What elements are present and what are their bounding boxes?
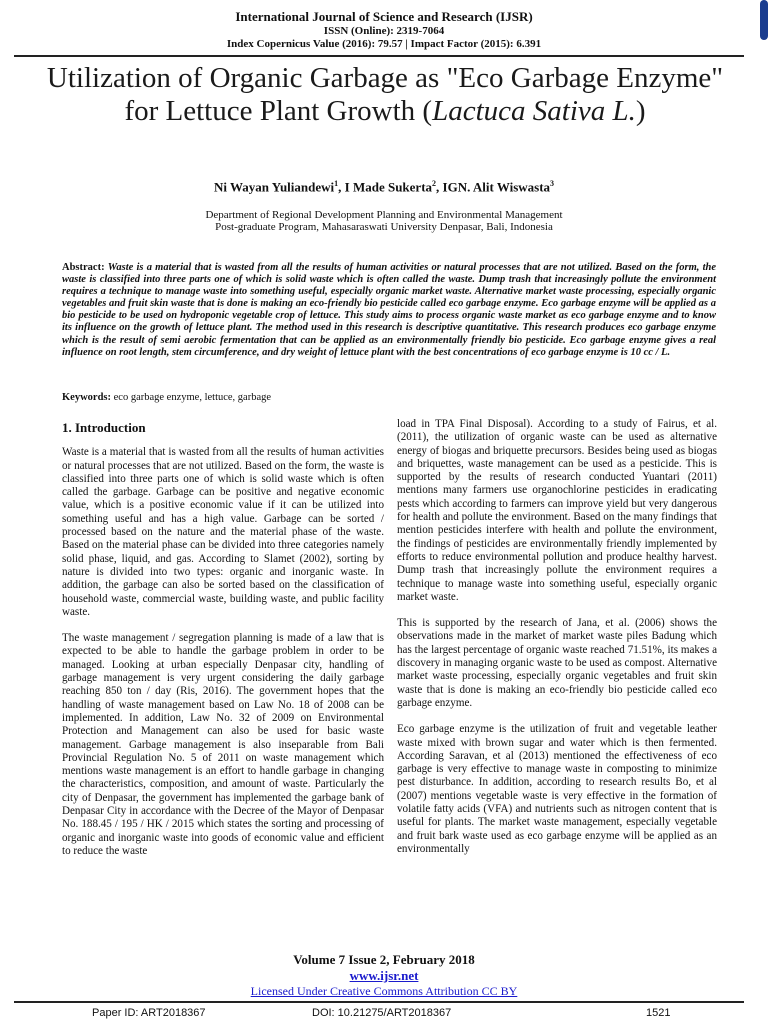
author-sep: , [338,179,345,195]
paragraph: This is supported by the research of Jana, et al. (2006) shows the observations made in the market of market waste piles Badung which has the largest percentage of organic waste reached 71.51%, its makes a discovery in managing organic waste to be used as compost. Alternative market waste processing, especially organic vegetables and fruit skin waste that is done is making an eco-friendly bio pesticide called eco garbage enzyme. [397,617,717,709]
scrollbar[interactable] [758,0,768,1024]
abstract-text: Waste is a material that is wasted from all the results of human activities or natural processes that are not utilized. Based on the form, the waste is classified into three parts one of which is solid waste which is often called the waste. Dump trash that increasingly pollute the environment requires a technique to manage waste into something useful, especially organic market waste. Alternative market waste processing, especially organic vegetables and fruit skin waste that is done is making an eco-friendly bio pesticide called eco garbage enzyme. Eco garbage enzyme will be applied as a bio pesticide to be used on hydroponic vegetable crop of lettuce. This study aims to process organic waste market as eco garbage enzyme and to know its influence on the growth of lettuce plant. The method used in this research is descriptive quantitative. This research produces eco garbage enzyme which is the result of semi aerobic fermentation that can be applied as an environmentally friendly bio pesticide. Eco garbage enzyme gives a real influence on root length, stem circumference, and dry weight of lettuce plant with the best concentrations of eco garbage enzyme is 10 cc / L. [62,262,716,358]
section-heading-introduction: 1. Introduction [62,420,146,435]
paragraph: Eco garbage enzyme is the utilization of fruit and vegetable leather waste mixed with brown sugar and water which is then fermented. According Saravan, et al (2013) mentioned the effectiveness of eco garbage is very effective to manage waste in composting to minimize pest disturbance. In addition, according to research results Bo, et al (2007) mentions vegetable waste is very effective in the formation of volatile fatty acids (VFA) and nutrients such as nitrogen content that is useful for plants. The market waste management, especially vegetable and fruit bark waste used as eco garbage enzyme will be applied as an environmentally [397,723,717,855]
paragraph: load in TPA Final Disposal). According to a study of Fairus, et al. (2011), the utilization of organic waste can be used as alternative energy of biogas and briquette precursors. Besides being used as biogas and briquettes, waste management can be used as a pesticide. This is supported by the results of research conducted Yuantari (2011) mentions many farmers use organochlorine pesticides in eradicating pests which according to farmers can improve yield but very dangerous for health and pollute the environment. Based on the many findings that mention pesticides interfere with health and pollute the environment, the findings of pesticides are environmentally friendly implemented by efforts to reduce environmental pollution and produce healthy harvest. Dump trash that increasingly pollute the environment requires a technique to manage waste into something useful, especially organic market waste. [397,418,717,603]
keywords-label: Keywords: [62,392,111,403]
page-number: 1521 [646,1007,671,1019]
author-list [0,179,768,195]
author-2-sup: 2 [432,179,437,188]
footer-rule [14,1001,744,1003]
column-right [397,418,717,869]
keywords-text: eco garbage enzyme, lettuce, garbage [113,392,272,403]
index-line: Index Copernicus Value (2016): 79.57 | Impact Factor (2015): 6.391 [226,38,542,50]
author-1-sup: 1 [334,179,339,188]
affiliation-line-1: Department of Regional Development Planning and Environmental Management [205,209,563,221]
header-rule [14,55,744,57]
paper-id: Paper ID: ART2018367 [92,1007,206,1019]
journal-url-link[interactable]: www.ijsr.net [349,968,419,983]
issn: ISSN (Online): 2319-7064 [323,25,445,37]
paragraph: Waste is a material that is wasted from all the results of human activities or natural processes that are not utilized. Based on the form, the waste is classified into three parts one of which is solid waste which is often called the garbage. Garbage can be positive and negative economic value, which is a positive economic value if it can be utilized into something useful and has a high value. Garbage can be sorted / processed based on the nature and the material phase of the waste. Based on the material phase can be divided into three categories namely solid phase, liquid, and gas. According to Slamet (2002), sorting by nature is divided into two types: organic and inorganic waste. In addition, the garbage can also be sorted based on the classification of household waste, commercial waste, building waste, and public facility waste. [62,446,384,618]
issue-info: Volume 7 Issue 2, February 2018 [293,952,475,967]
author-2: I Made Sukerta [344,179,433,195]
column-left [62,418,384,871]
abstract-label: Abstract: [62,262,105,273]
keywords [62,392,716,403]
title-main: Utilization of Organic Garbage as "Eco Garbage Enzyme" for Lettuce Plant Growth ( [46,62,724,127]
affiliation [0,209,768,233]
paragraph: The waste management / segregation planning is made of a law that is expected to be able to handle the garbage problem in order to be managed. Looking at urban especially Denpasar city, handling of garbage management is very urgent considering the daily garbage reaching 850 ton / day (Ris, 2016). The government hopes that the handling of waste management based on Law No. 18 of 2008 can be implemented. In addition, Law No. 32 of 2009 on Environmental Protection and Management can also be used for basic waste management. Garbage management is also inseparable from Bali Provincial Regulation No. 5 of 2011 on waste management which mentions waste management is an effort to handle garbage in changing the characteristics, composition, and amount of waste. Particularly the city of Denpasar, the government has implemented the garbage bank of Denpasar City in accordance with the Decree of the Mayor of Denpasar No. 188.45 / 195 / HK / 2015 which states the sorting and processing of organic and inorganic waste into goods of economic value and efficient to reduce the waste [62,632,384,857]
affiliation-line-2: Post-graduate Program, Mahasaraswati University Denpasar, Bali, Indonesia [215,221,553,233]
doi: DOI: 10.21275/ART2018367 [312,1007,452,1019]
author-3-sup: 3 [550,179,555,188]
author-1: Ni Wayan Yuliandewi [213,179,335,195]
license-link[interactable]: Licensed Under Creative Commons Attribution CC BY [250,984,518,998]
title-close: ) [635,95,646,127]
author-3: IGN. Alit Wiswasta [442,179,551,195]
title-species: Lactuca Sativa L. [432,95,636,127]
author-sep: , [436,179,443,195]
journal-name: International Journal of Science and Research (IJSR) [235,9,533,24]
journal-header [0,9,768,51]
abstract [62,262,716,359]
paper-title [40,62,730,128]
